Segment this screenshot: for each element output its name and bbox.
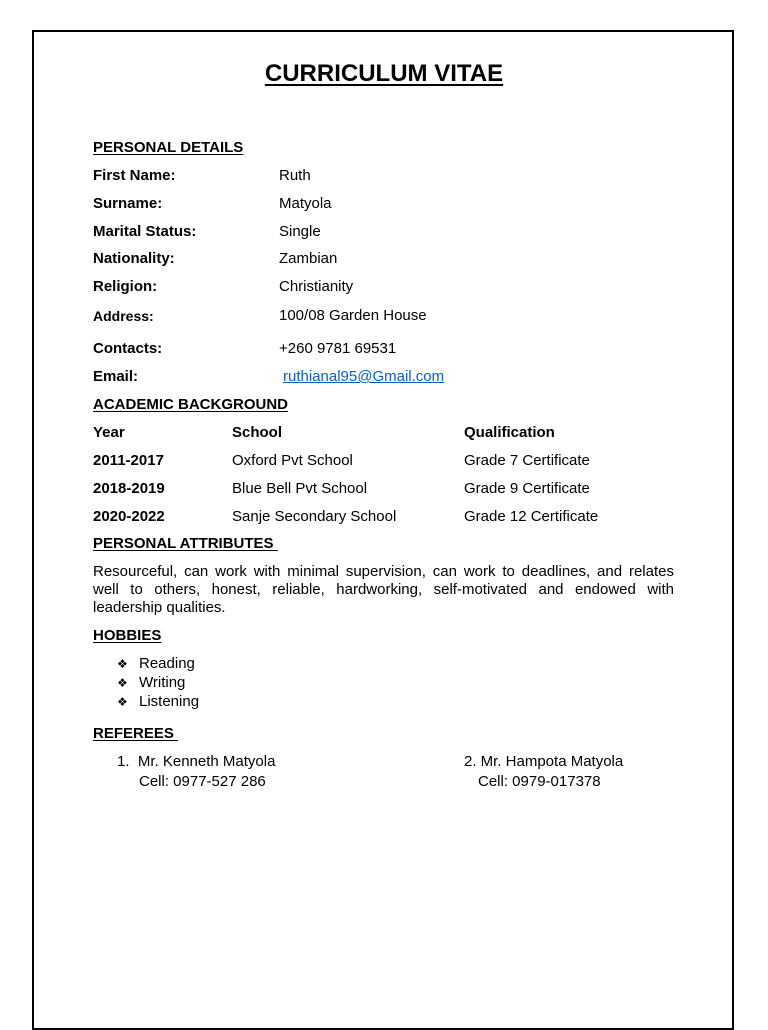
field-value: Matyola: [279, 195, 332, 212]
email-link[interactable]: ruthianal95@Gmail.com: [283, 368, 445, 385]
academic-background-heading: ACADEMIC BACKGROUND: [93, 396, 288, 413]
field-religion: [93, 278, 693, 296]
academic-header-row: [93, 424, 693, 442]
hobbies-heading: HOBBIES: [93, 627, 162, 644]
academic-qualification: Grade 12 Certificate: [464, 508, 599, 525]
field-value: Christianity: [279, 278, 354, 295]
field-surname: [93, 195, 693, 213]
academic-year: 2018-2019: [93, 480, 165, 497]
field-label: Contacts:: [93, 340, 163, 357]
academic-year: 2020-2022: [93, 508, 165, 525]
field-contacts: [93, 340, 693, 358]
referee-name: 2. Mr. Hampota Matyola: [464, 753, 624, 770]
table-row: [93, 508, 693, 526]
field-label: Marital Status:: [93, 223, 197, 240]
field-value: Zambian: [279, 250, 338, 267]
personal-attributes-heading: PERSONAL ATTRIBUTES: [93, 535, 278, 552]
personal-attributes-text: Resourceful, can work with minimal supervision, can work to deadlines, and relates well to others, honest, reliable, hardworking, self-motivated and endowed with leadership qualities.: [93, 563, 674, 616]
academic-school: Blue Bell Pvt School: [232, 480, 368, 497]
column-header-year: Year: [93, 424, 125, 441]
diamond-bullet-icon: ❖: [117, 676, 128, 690]
field-label: Surname:: [93, 195, 163, 212]
field-email: [93, 368, 693, 386]
list-item: [117, 674, 185, 691]
field-value: Ruth: [279, 167, 311, 184]
hobby-label: Reading: [139, 655, 195, 672]
referee-cell: Cell: 0979-017378: [478, 773, 601, 790]
field-value: 100/08 Garden House: [279, 307, 427, 324]
list-item: [117, 655, 195, 672]
hobby-label: Listening: [139, 693, 200, 710]
column-header-qualification: Qualification: [464, 424, 555, 441]
field-first-name: [93, 167, 693, 185]
personal-details-heading: PERSONAL DETAILS: [93, 139, 244, 156]
field-address: [93, 307, 693, 325]
academic-qualification: Grade 9 Certificate: [464, 480, 590, 497]
field-label: Religion:: [93, 278, 158, 295]
hobby-label: Writing: [139, 674, 186, 691]
field-label: First Name:: [93, 167, 176, 184]
referees-heading: REFEREES: [93, 725, 179, 742]
document-title: [0, 60, 768, 88]
field-marital-status: [93, 223, 693, 241]
referee-1: [117, 752, 275, 792]
academic-school: Sanje Secondary School: [232, 508, 397, 525]
referee-name: 1. Mr. Kenneth Matyola: [117, 753, 276, 770]
title-text: CURRICULUM VITAE: [264, 60, 504, 87]
diamond-bullet-icon: ❖: [117, 657, 128, 671]
field-label: Email:: [93, 368, 139, 385]
referee-2: [464, 752, 623, 792]
field-label: Nationality:: [93, 250, 175, 267]
academic-year: 2011-2017: [93, 452, 164, 469]
column-header-school: School: [232, 424, 283, 441]
academic-school: Oxford Pvt School: [232, 452, 353, 469]
academic-qualification: Grade 7 Certificate: [464, 452, 590, 469]
table-row: [93, 452, 693, 470]
table-row: [93, 480, 693, 498]
field-nationality: [93, 250, 693, 268]
list-item: [117, 693, 199, 710]
diamond-bullet-icon: ❖: [117, 695, 128, 709]
field-value: +260 9781 69531: [279, 340, 397, 357]
referee-cell: Cell: 0977-527 286: [139, 773, 266, 790]
field-value: Single: [279, 223, 321, 240]
field-label: Address:: [93, 308, 154, 324]
